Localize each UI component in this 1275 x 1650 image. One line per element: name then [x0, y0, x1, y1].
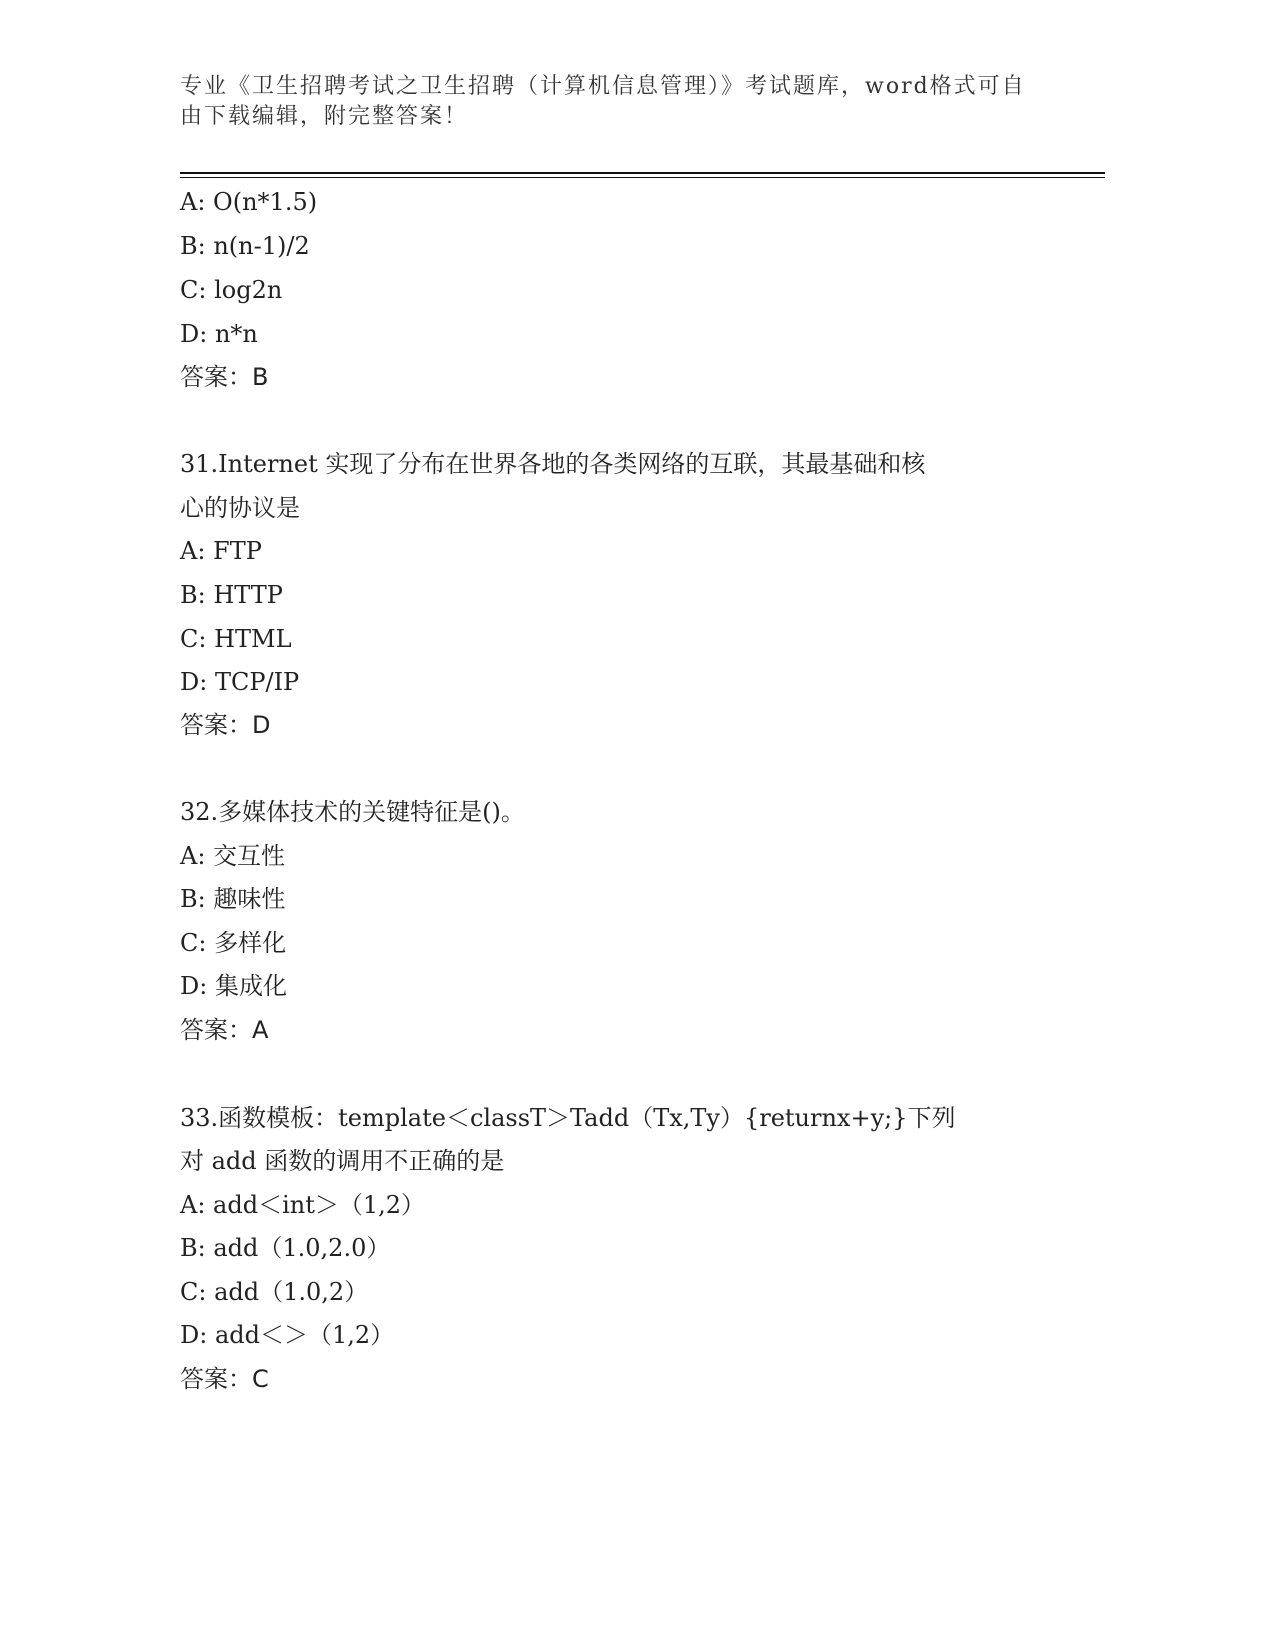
- q31-answer: 答案：D: [180, 711, 271, 739]
- q32-option-a: A: 交互性: [180, 842, 286, 870]
- q33-option-a: A: add＜int＞（1,2）: [180, 1191, 426, 1219]
- q30-option-d: D: n*n: [180, 320, 258, 348]
- q30-answer: 答案：B: [180, 363, 269, 391]
- q33-option-b: B: add（1.0,2.0）: [180, 1234, 391, 1262]
- q31-stem-line-1: 31.Internet 实现了分布在世界各地的各类网络的互联，其最基础和核: [180, 450, 926, 478]
- q31-option-b: B: HTTP: [180, 581, 283, 609]
- header-line-2: 由下载编辑，附完整答案！: [180, 104, 469, 129]
- q33-option-c: C: add（1.0,2）: [180, 1278, 369, 1306]
- q31-stem-line-2: 心的协议是: [180, 494, 300, 522]
- header-divider-thin: [180, 177, 1105, 178]
- q30-option-a: A: O(n*1.5): [180, 188, 318, 216]
- q31-option-d: D: TCP/IP: [180, 668, 300, 696]
- q32-option-d: D: 集成化: [180, 972, 287, 1000]
- q32-answer: 答案：A: [180, 1016, 269, 1044]
- header-line-1: 专业《卫生招聘考试之卫生招聘（计算机信息管理）》考试题库，word格式可自: [180, 74, 1026, 99]
- q32-option-c: C: 多样化: [180, 929, 287, 957]
- header-divider-thick: [180, 172, 1105, 174]
- q31-option-c: C: HTML: [180, 625, 292, 653]
- q33-option-d: D: add＜＞（1,2）: [180, 1321, 395, 1349]
- q33-stem-line-1: 33.函数模板：template＜classT＞Tadd（Tx,Ty）{returnx+y;}下列: [180, 1104, 956, 1132]
- q31-option-a: A: FTP: [180, 537, 262, 565]
- document-header: [180, 72, 1050, 132]
- q30-option-c: C: log2n: [180, 276, 283, 304]
- q33-answer: 答案：C: [180, 1365, 269, 1393]
- q30-option-b: B: n(n-1)/2: [180, 232, 310, 260]
- q33-stem-line-2: 对 add 函数的调用不正确的是: [180, 1147, 505, 1175]
- q32-stem: 32.多媒体技术的关键特征是()。: [180, 798, 525, 826]
- q32-option-b: B: 趣味性: [180, 885, 286, 913]
